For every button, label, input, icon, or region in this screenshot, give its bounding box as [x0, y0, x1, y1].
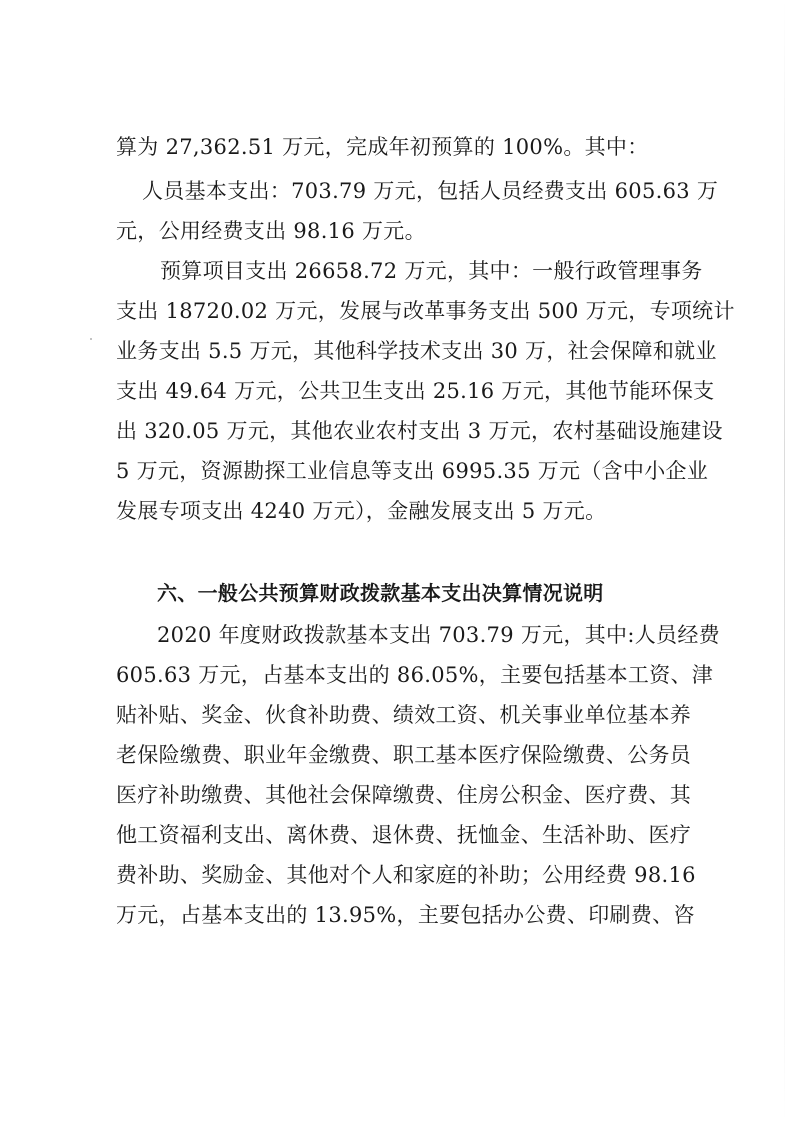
body-line-12: 605.63 万元，占基本支出的 86.05%，主要包括基本工资、津	[116, 663, 714, 687]
body-line-11: 2020 年度财政拨款基本支出 703.79 万元，其中:人员经费	[157, 623, 720, 647]
body-line-16: 他工资福利支出、离休费、退休费、抚恤金、生活补助、医疗	[116, 823, 692, 847]
body-line-13: 贴补贴、奖金、伙食补助费、绩效工资、机关事业单位基本养	[116, 703, 692, 727]
body-line-8: 出 320.05 万元，其他农业农村支出 3 万元，农村基础设施建设	[116, 419, 723, 443]
body-line-14: 老保险缴费、职业年金缴费、职工基本医疗保险缴费、公务员	[116, 743, 692, 767]
body-line-18: 万元，占基本支出的 13.95%，主要包括办公费、印刷费、咨	[116, 903, 695, 927]
body-line-10: 发展专项支出 4240 万元），金融发展支出 5 万元。	[116, 499, 607, 523]
body-line-2: 人员基本支出：703.79 万元，包括人员经费支出 605.63 万	[142, 179, 719, 203]
body-line-17: 费补助、奖励金、其他对个人和家庭的补助；公用经费 98.16	[116, 863, 696, 887]
section-heading: 六、一般公共预算财政拨款基本支出决算情况说明	[157, 581, 604, 605]
body-line-9: 5 万元，资源勘探工业信息等支出 6995.35 万元（含中小企业	[116, 459, 709, 483]
body-line-5: 支出 18720.02 万元，发展与改革事务支出 500 万元，专项统计	[116, 299, 735, 323]
body-line-3: 元，公用经费支出 98.16 万元。	[116, 219, 426, 243]
body-line-7: 支出 49.64 万元，公共卫生支出 25.16 万元，其他节能环保支	[116, 379, 715, 403]
scan-edge-shadow	[784, 0, 785, 1122]
body-line-15: 医疗补助缴费、其他社会保障缴费、住房公积金、医疗费、其	[116, 783, 692, 807]
body-line-1: 算为 27,362.51 万元，完成年初预算的 100%。其中：	[116, 135, 649, 159]
body-line-4: 预算项目支出 26658.72 万元，其中：一般行政管理事务	[160, 259, 703, 283]
scan-speck	[90, 338, 92, 340]
body-line-6: 业务支出 5.5 万元，其他科学技术支出 30 万，社会保障和就业	[116, 339, 717, 363]
